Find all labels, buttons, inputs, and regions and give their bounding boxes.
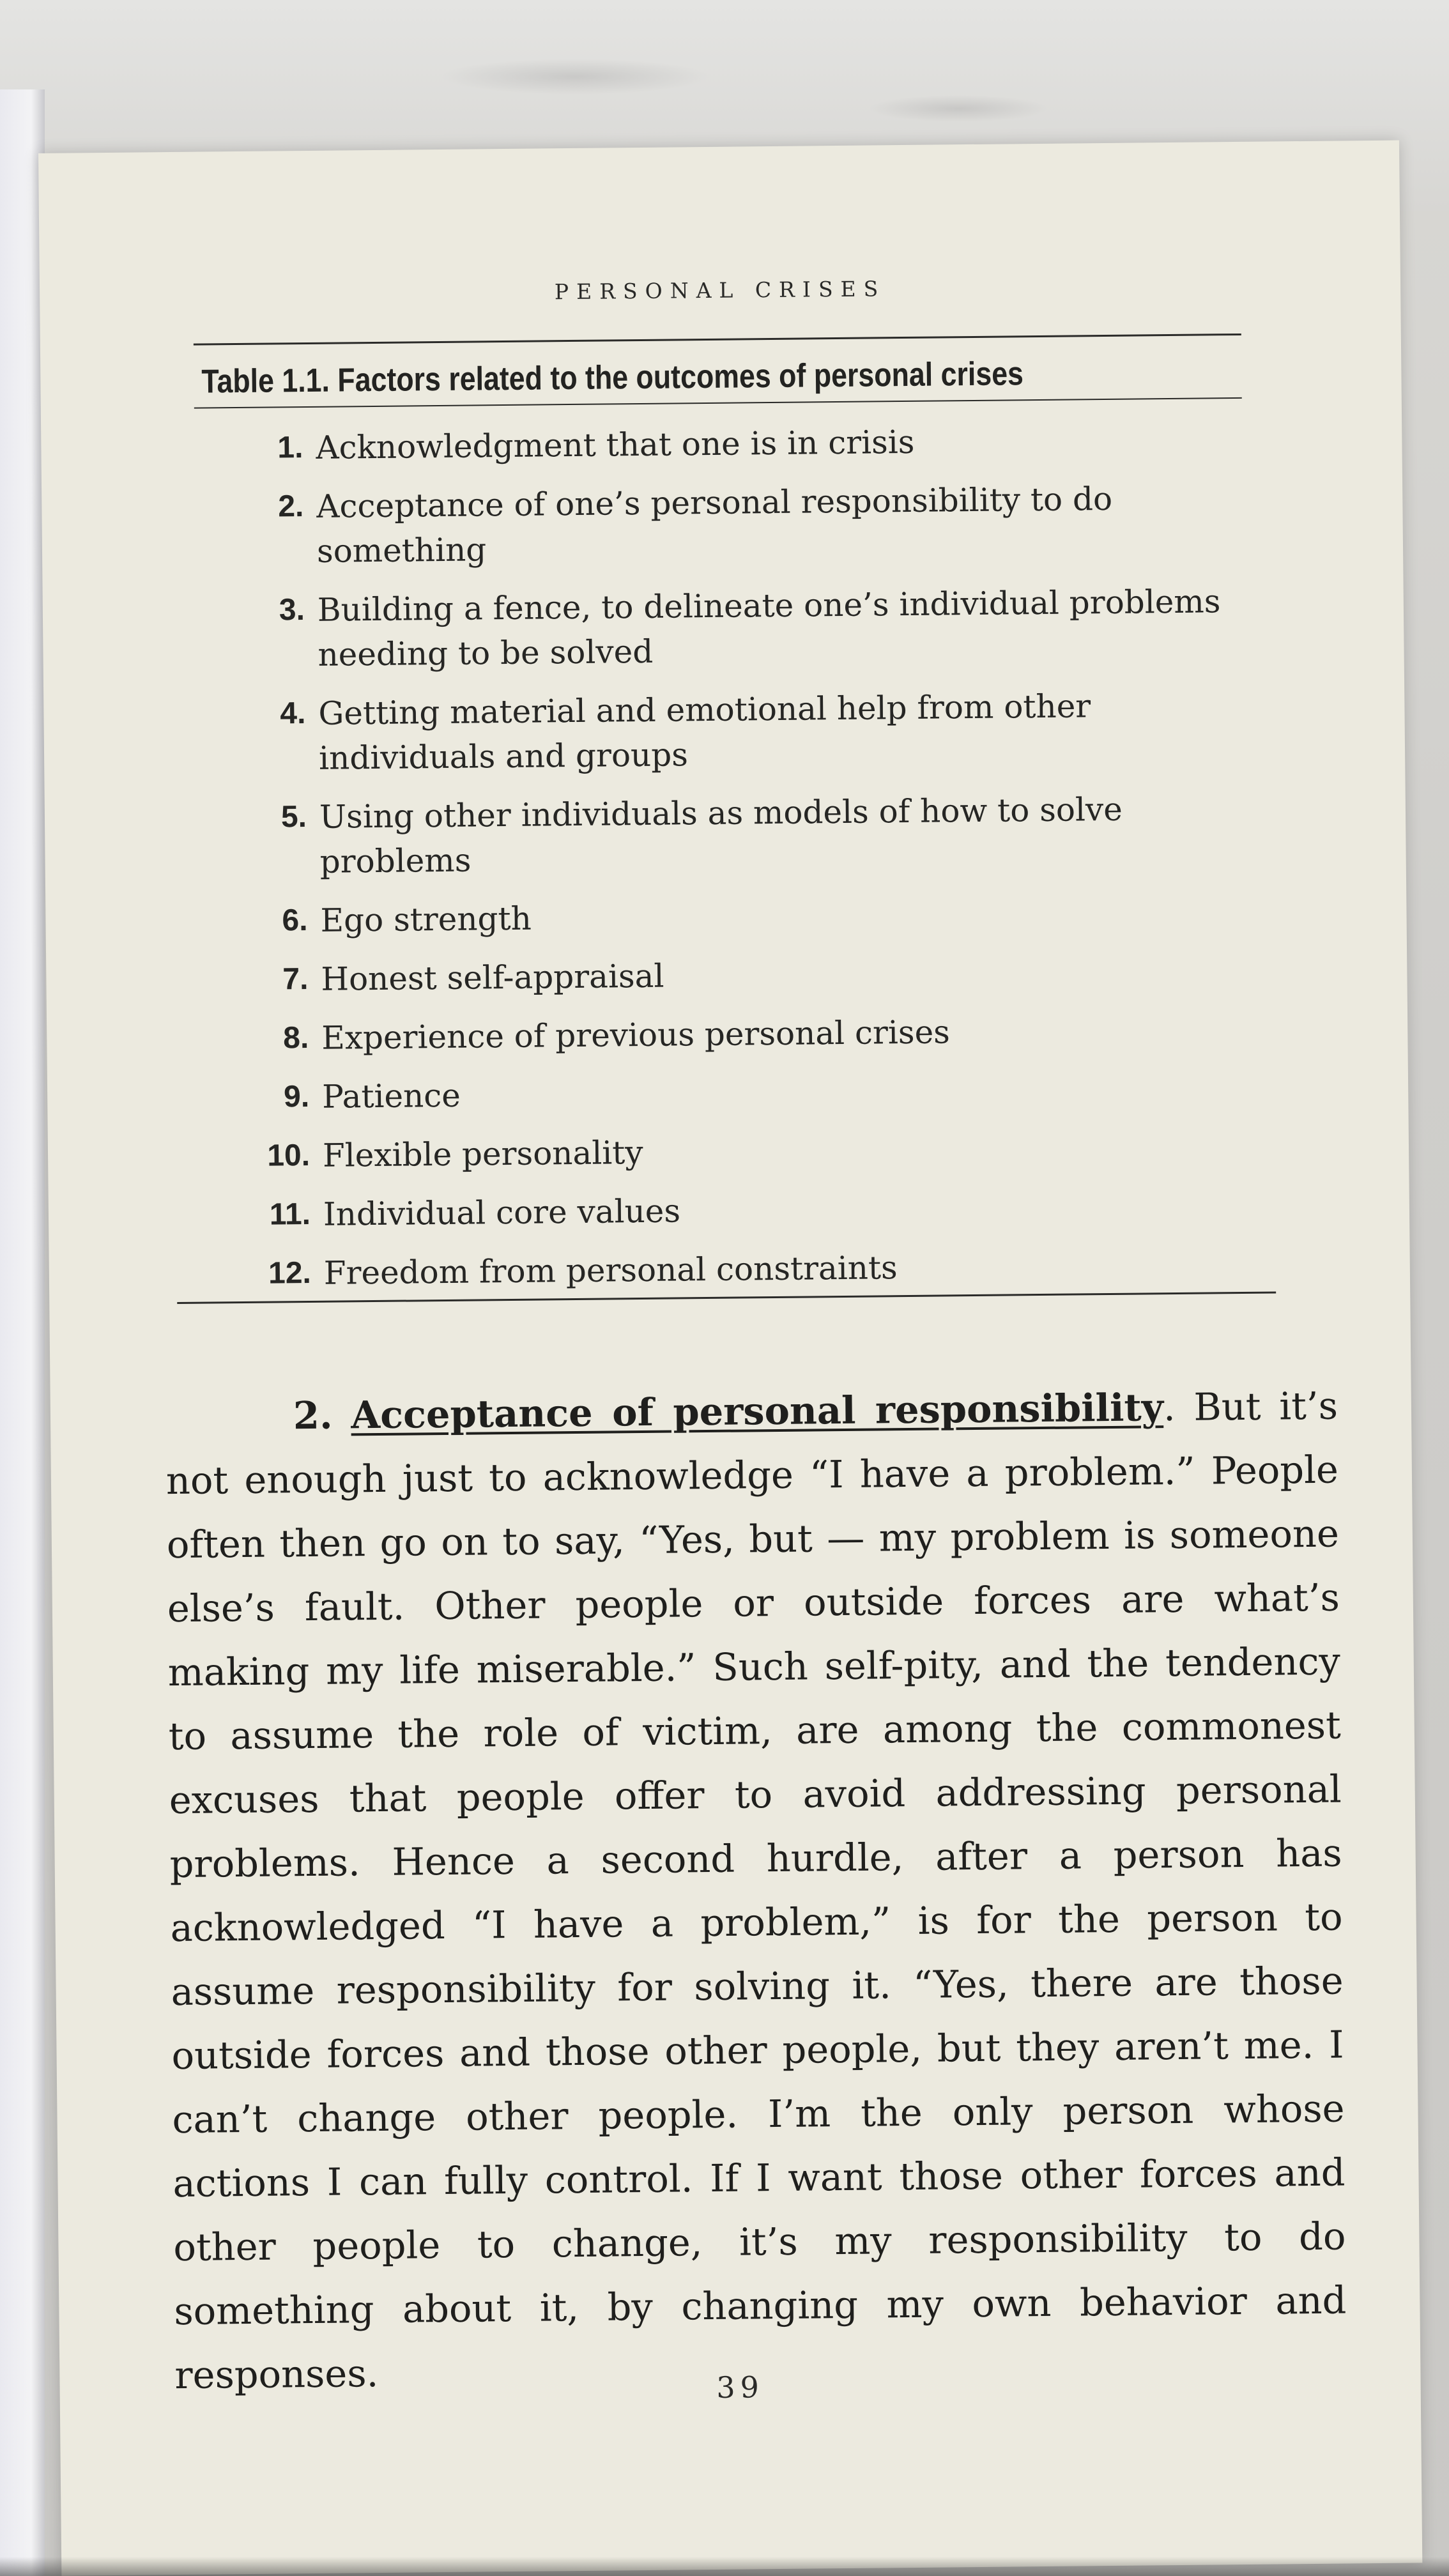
item-text: Individual core values bbox=[323, 1192, 681, 1233]
list-item bbox=[237, 889, 1234, 944]
list-item bbox=[236, 786, 1234, 885]
item-text: Building a fence, to delineate one’s individual problems needing to be solved bbox=[317, 583, 1221, 673]
item-text: Patience bbox=[321, 1077, 461, 1116]
list-item bbox=[240, 1124, 1237, 1179]
list-item bbox=[241, 1242, 1238, 1296]
item-text: Flexible personality bbox=[322, 1133, 643, 1174]
list-item bbox=[235, 682, 1232, 781]
list-item bbox=[233, 475, 1230, 574]
item-text: Acknowledgment that one is in crisis bbox=[316, 423, 915, 466]
item-number: 12. bbox=[268, 1255, 312, 1291]
running-head: PERSONAL CRISES bbox=[554, 276, 886, 305]
item-number: 2. bbox=[278, 489, 304, 524]
page-number: 39 bbox=[716, 2370, 765, 2405]
list-item bbox=[239, 1066, 1236, 1120]
list-item bbox=[238, 948, 1235, 1002]
bottom-shadow bbox=[0, 2557, 1449, 2576]
item-number: 6. bbox=[282, 903, 308, 938]
item-number: 10. bbox=[267, 1138, 310, 1173]
list-item bbox=[238, 1007, 1236, 1061]
item-number: 7. bbox=[282, 962, 309, 997]
item-text: Acceptance of one’s personal responsibility to do something bbox=[316, 480, 1113, 570]
item-text: Experience of previous personal crises bbox=[321, 1013, 951, 1057]
body-paragraph bbox=[165, 1374, 1347, 2408]
item-text: Freedom from personal constraints bbox=[323, 1249, 898, 1292]
item-number: 1. bbox=[277, 431, 303, 465]
section-body: . But it’s not enough just to acknowledge “I have a problem.” People often then go on to say, “Yes, but — my problem is someone else’s fault. Other people or outside forces are what’s making my life miserable.” Such self-pity, and the tendency to assume the role of victim, are among the commonest excuses that people offer to avoid addressing personal problems. Hence a second hurdle, after a person has acknowledged “I have a problem,” is for the person to assume responsibility for solving it. “Yes, there are those outside forces and those other people, but they aren’t me. I can’t change other people. I’m the only person whose actions I can fully control. If I want those other forces and other people to change, it’s my responsibility to do something about it, by changing my own behavior and responses. bbox=[165, 1383, 1347, 2398]
item-text: Getting material and emotional help from other individuals and groups bbox=[318, 687, 1091, 777]
item-text: Using other individuals as models of how to solve problems bbox=[319, 790, 1123, 880]
item-text: Ego strength bbox=[320, 900, 532, 939]
list-item bbox=[240, 1183, 1238, 1238]
table-title: Table 1.1. Factors related to the outcomes of personal crises bbox=[201, 355, 1024, 401]
list-item bbox=[233, 417, 1230, 471]
left-page-edge bbox=[0, 89, 45, 2576]
item-number: 5. bbox=[280, 800, 307, 834]
section-title: Acceptance of personal responsibility bbox=[351, 1385, 1164, 1438]
item-number: 4. bbox=[280, 696, 306, 731]
table-top-rule bbox=[194, 334, 1241, 346]
item-number: 11. bbox=[269, 1197, 311, 1232]
list-item bbox=[234, 579, 1232, 678]
item-text: Honest self-appraisal bbox=[321, 957, 664, 998]
factor-list bbox=[233, 417, 1238, 1310]
book-page bbox=[38, 141, 1422, 2576]
section-number: 2. bbox=[293, 1393, 333, 1438]
item-number: 3. bbox=[279, 593, 305, 627]
item-number: 8. bbox=[283, 1021, 309, 1055]
item-number: 9. bbox=[283, 1079, 310, 1114]
